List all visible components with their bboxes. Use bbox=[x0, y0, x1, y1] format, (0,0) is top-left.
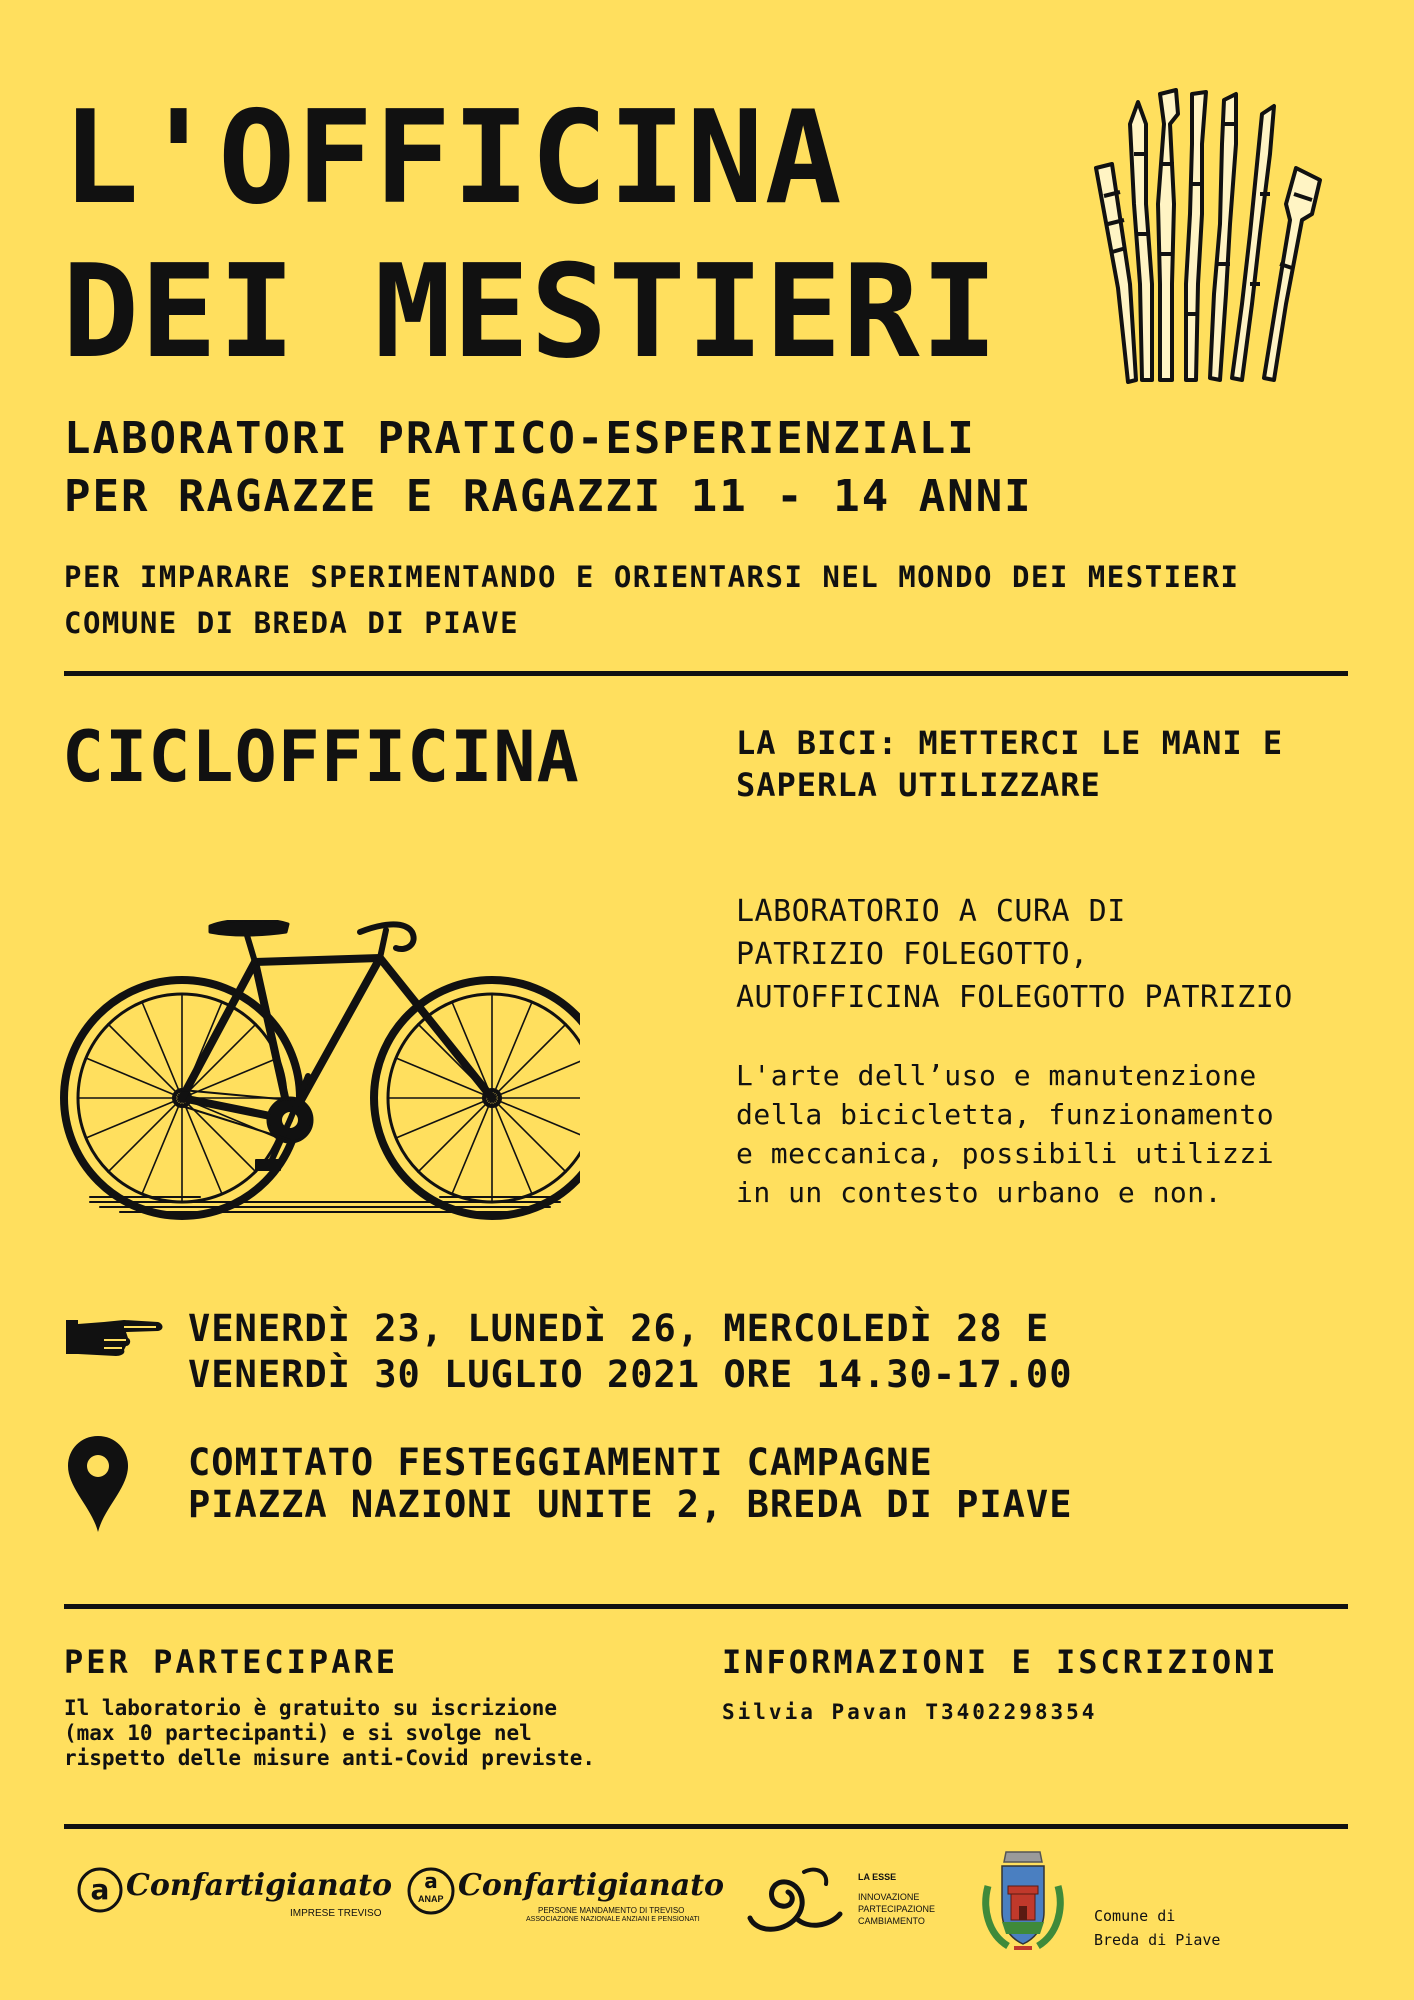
at-sign-icon bbox=[76, 1866, 124, 1914]
comune-line-1: Comune di bbox=[1094, 1907, 1176, 1925]
workshop-description bbox=[736, 1056, 1356, 1212]
schedule-line-1: VENERDÌ 23, LUNEDÌ 26, MERCOLEDÌ 28 E bbox=[188, 1307, 1050, 1350]
divider-bottom bbox=[64, 1824, 1348, 1829]
location-line-2: PIAZZA NAZIONI UNITE 2, BREDA DI PIAVE bbox=[188, 1483, 1073, 1526]
info-heading: INFORMAZIONI E ISCRIZIONI bbox=[722, 1643, 1279, 1681]
participate-text bbox=[64, 1696, 595, 1771]
participate-line-3: rispetto delle misure anti-Covid previste. bbox=[64, 1746, 596, 1770]
participate-heading: PER PARTECIPARE bbox=[64, 1643, 398, 1681]
title-line-1: L'OFFICINA bbox=[62, 84, 843, 233]
pointing-hand-icon bbox=[64, 1316, 164, 1358]
curator-line-1: LABORATORIO A CURA DI bbox=[736, 894, 1126, 929]
schedule-line-2: VENERDÌ 30 LUGLIO 2021 ORE 14.30-17.00 bbox=[188, 1353, 1073, 1396]
laesse-line-2: PARTECIPAZIONE bbox=[858, 1904, 936, 1914]
location-line-1: COMITATO FESTEGGIAMENTI CAMPAGNE bbox=[188, 1441, 933, 1484]
laesse-name: LA ESSE bbox=[858, 1872, 897, 1882]
tagline-line-1: LA BICI: METTERCI LE MANI E bbox=[736, 724, 1284, 762]
logo-comune-breda bbox=[978, 1848, 1258, 1958]
logo-confartigianato-imprese bbox=[76, 1862, 393, 1922]
desc-line-3: e meccanica, possibili utilizzi bbox=[736, 1137, 1275, 1170]
participate-line-1: Il laboratorio è gratuito su iscrizione bbox=[64, 1696, 558, 1720]
logo-confartigianato-anap bbox=[406, 1862, 725, 1923]
confartigianato-name-2: Confartigianato bbox=[458, 1868, 725, 1903]
poster-subtitle bbox=[64, 410, 1033, 526]
anap-badge-icon bbox=[406, 1866, 456, 1916]
subtitle-line-1: LABORATORI PRATICO-ESPERIENZIALI bbox=[64, 413, 976, 464]
title-line-2: DEI MESTIERI bbox=[62, 238, 999, 387]
spiral-logo-icon bbox=[746, 1862, 846, 1942]
desc-line-1: L'arte dell’uso e manutenzione bbox=[736, 1059, 1257, 1092]
workshop-name: CICLOFFICINA bbox=[62, 716, 580, 798]
curator-line-2: PATRIZIO FOLEGOTTO, bbox=[736, 937, 1089, 972]
tagline-line-2: SAPERLA UTILIZZARE bbox=[736, 766, 1101, 804]
intro-text bbox=[64, 554, 1240, 646]
bicycle-illustration bbox=[60, 920, 580, 1220]
subtitle-line-2: PER RAGAZZE E RAGAZZI 11 - 14 ANNI bbox=[64, 471, 1033, 522]
svg-text:a: a bbox=[90, 1873, 110, 1906]
participate-line-2: (max 10 partecipanti) e si svolge nel bbox=[64, 1721, 532, 1745]
location-pin-icon bbox=[66, 1434, 130, 1534]
confartigianato-sub-2b: ASSOCIAZIONE NAZIONALE ANZIANI E PENSIONATI bbox=[526, 1916, 700, 1923]
workshop-tagline bbox=[736, 722, 1346, 806]
poster-title bbox=[62, 82, 999, 390]
curator-line-3: AUTOFFICINA FOLEGOTTO PATRIZIO bbox=[736, 980, 1293, 1015]
workshop-curator bbox=[736, 890, 1356, 1019]
divider-middle bbox=[64, 1604, 1348, 1609]
divider-top bbox=[64, 671, 1348, 676]
intro-line-1: PER IMPARARE SPERIMENTANDO E ORIENTARSI NEL MONDO DEI MESTIERI bbox=[64, 560, 1240, 594]
confartigianato-sub-1: IMPRESE TREVISO bbox=[290, 1908, 382, 1919]
laesse-line-1: INNOVAZIONE bbox=[858, 1892, 920, 1902]
desc-line-4: in un contesto urbano e non. bbox=[736, 1176, 1223, 1209]
logo-la-esse bbox=[746, 1862, 946, 1942]
crest-icon bbox=[978, 1848, 1068, 1958]
laesse-line-3: CAMBIAMENTO bbox=[858, 1916, 925, 1926]
anap-badge-label: ANAP bbox=[418, 1894, 444, 1904]
confartigianato-name-1: Confartigianato bbox=[126, 1868, 393, 1903]
chisels-illustration bbox=[1090, 84, 1340, 384]
comune-line-2: Breda di Piave bbox=[1094, 1931, 1221, 1949]
desc-line-2: della bicicletta, funzionamento bbox=[736, 1098, 1275, 1131]
intro-line-2: COMUNE DI BREDA DI PIAVE bbox=[64, 606, 520, 640]
svg-text:a: a bbox=[424, 1869, 438, 1893]
confartigianato-sub-2: PERSONE MANDAMENTO DI TREVISO bbox=[538, 1906, 685, 1915]
info-contact: Silvia Pavan T3402298354 bbox=[722, 1700, 1098, 1724]
